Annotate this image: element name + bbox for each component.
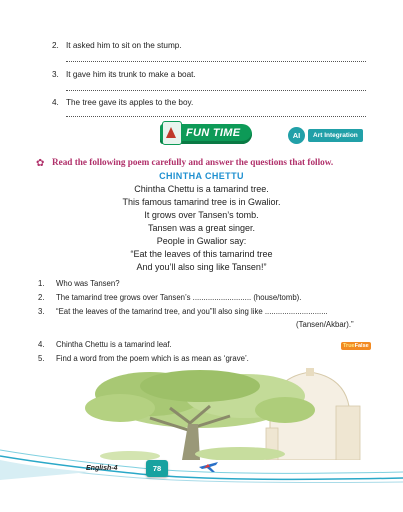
question-number: 5. — [38, 354, 45, 363]
book-title: English-4 — [86, 465, 118, 472]
poem-line: “Eat the leaves of this tamarind tree — [130, 249, 273, 259]
poem-line: Chintha Chettu is a tamarind tree. — [134, 184, 269, 194]
question-1 — [38, 279, 120, 288]
question-text: Chintha Chettu is a tamarind leaf. — [56, 340, 172, 349]
question-5 — [38, 354, 249, 363]
question-3-options — [296, 320, 354, 329]
question-number: 4. — [38, 340, 45, 349]
exercise-text: It asked him to sit on the stump. — [66, 41, 182, 50]
poem-title: CHINTHA CHETTU — [159, 171, 244, 181]
poem-line: Tansen was a great singer. — [147, 223, 256, 233]
art-integration-tag: Art Integration — [308, 129, 363, 142]
question-number: 2. — [38, 293, 45, 302]
question-text: Who was Tansen? — [56, 279, 120, 288]
poem-line: It grows over Tansen’s tomb. — [144, 210, 259, 220]
answer-line[interactable] — [66, 90, 366, 91]
question-text: The tamarind tree grows over Tansen’s ........................... (house/tomb). — [56, 293, 302, 302]
fun-time-label: FUN TIME — [186, 127, 241, 139]
ai-badge: AI — [288, 127, 305, 144]
exercise-item-2 — [52, 41, 182, 50]
poem-line: This famous tamarind tree is in Gwalior. — [122, 197, 281, 207]
answer-line[interactable] — [66, 61, 366, 62]
instruction-text: Read the following poem carefully and answer the questions that follow. — [52, 157, 334, 167]
exercise-item-3 — [52, 70, 196, 79]
airplane-icon — [198, 458, 220, 474]
question-4 — [38, 340, 172, 349]
question-number: 1. — [38, 279, 45, 288]
answer-line[interactable] — [66, 116, 366, 117]
poem-line: And you’ll also sing like Tansen!” — [136, 262, 267, 272]
poem-line: People in Gwalior say: — [156, 236, 247, 246]
question-number: 3. — [38, 307, 45, 316]
question-text: “Eat the leaves of the tamarind tree, and you”ll also sing like ............................. — [56, 307, 328, 316]
page-number: 78 — [146, 460, 168, 477]
exercise-number: 4. — [52, 98, 59, 107]
fun-time-banner — [160, 124, 252, 144]
true-false-badge: TrueFalse — [343, 343, 369, 349]
exercise-text: It gave him its trunk to make a boat. — [66, 70, 196, 79]
question-3 — [38, 307, 328, 316]
question-text: (Tansen/Akbar).” — [296, 320, 354, 329]
exercise-number: 3. — [52, 70, 59, 79]
flower-bullet-icon: ✿ — [36, 158, 45, 169]
question-2 — [38, 293, 301, 302]
exercise-text: The tree gave its apples to the boy. — [66, 98, 194, 107]
exercise-number: 2. — [52, 41, 59, 50]
question-text: Find a word from the poem which is as mean as ‘grave’. — [56, 354, 249, 363]
pencil-icon — [162, 121, 182, 145]
exercise-item-4 — [52, 98, 193, 107]
